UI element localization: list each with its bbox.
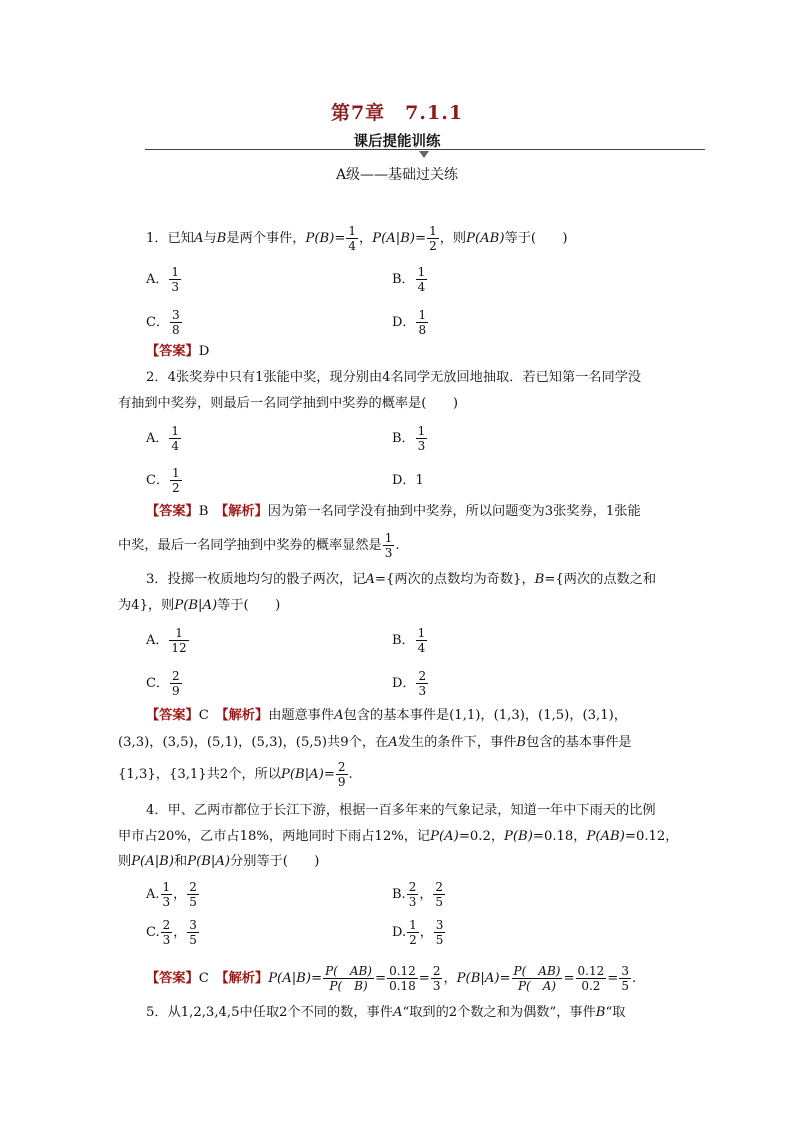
q3-option-c: C． $\frac{2}{9}$ [146,669,180,698]
q3-option-a: A． $\frac{1}{12}$ [146,626,187,655]
q4-option-a: A. $\frac{1}{3}$ ， $\frac{2}{5}$ [146,880,197,909]
q2-option-d: D．1 [392,473,424,488]
q4-answer: 【答案】C 【解析】P(A|B)= $\frac{P( AB)}{P( B)}$ = $\frac{0.12}{0.18}$ = $\frac{2}{3}$ ，P(B|A)= $\frac{P( AB)}{P( A)}$ = $\frac{0.12}{0.2}$ = $\frac{3}{5}$ . [146,964,637,993]
q3-option-b: B． $\frac{1}{4}$ [392,626,426,655]
q1-option-d: D． $\frac{1}{8}$ [392,308,427,337]
question-4-line-1: 4．甲、乙两市都位于长江下游，根据一百多年来的气象记录，知道一年中下雨天的比例 [146,803,656,818]
q4-option-b: B. $\frac{2}{3}$ ， $\frac{2}{5}$ [392,880,443,909]
q1-option-a: A． $\frac{1}{3}$ [146,265,180,294]
question-2-line-1: 2．4张奖券中只有1张能中奖，现分别由4名同学无放回地抽取．若已知第一名同学没 [146,370,642,385]
question-3-line-2: 为4}，则P(B|A)等于( ) [118,598,281,613]
chapter-title: 第7章 7.1.1 [330,102,464,124]
section-subtitle: 课后提能训练 [353,133,441,150]
q3-option-d: D． $\frac{2}{3}$ [392,669,427,698]
q3-analysis-line-3: {1,3}，{3,1}共2个，所以P(B|A)= $\frac{2}{9}$ . [118,760,353,789]
level-heading: A级——基础过关练 [335,167,459,183]
q2-option-a: A． $\frac{1}{4}$ [146,424,180,453]
question-4-line-3: 则P(A|B)和P(B|A)分别等于( ) [118,854,320,869]
header-divider [145,149,705,150]
q2-analysis-line-2: 中奖，最后一名同学抽到中奖券的概率显然是 $\frac{1}{3}$ . [118,531,400,560]
question-1-stem: 1．已知A与B是两个事件，P(B)= $\frac{1}{4}$ ，P(A|B)= $\frac{1}{2}$ ，则P(AB)等于( ) [146,224,568,253]
q1-answer: 【答案】D [146,344,210,359]
question-3-line-1: 3．投掷一枚质地均匀的骰子两次，记A={两次的点数均为奇数}，B={两次的点数之和 [146,572,657,587]
question-5-line-1: 5．从1,2,3,4,5中任取2个不同的数，事件A“取到的2个数之和为偶数”，事件B“取 [146,1005,626,1020]
q2-option-b: B． $\frac{1}{3}$ [392,424,426,453]
q1-option-c: C． $\frac{3}{8}$ [146,308,180,337]
question-2-line-2: 有抽到中奖券，则最后一名同学抽到中奖券的概率是( ) [118,396,458,411]
question-4-line-2: 甲市占20%，乙市占18%，两地同时下雨占12%，记P(A)=0.2，P(B)=0.18，P(AB)=0.12， [118,829,679,844]
fraction: $\frac{1}{4}$ [348,224,357,253]
q2-option-c: C． $\frac{1}{2}$ [146,466,180,495]
q3-answer: 【答案】C 【解析】由题意事件A包含的基本事件是(1,1)，(1,3)，(1,5)，(3,1)， [146,708,627,723]
q1-option-b: B． $\frac{1}{4}$ [392,265,426,294]
divider-triangle-icon [419,151,429,158]
fraction: $\frac{1}{2}$ [429,224,437,253]
q4-option-c: C. $\frac{2}{3}$ ， $\frac{3}{5}$ [146,918,197,947]
q3-analysis-line-2: (3,3)，(3,5)，(5,1)，(5,3)，(5,5)共9个，在A发生的条件下，事件B包含的基本事件是 [118,735,632,750]
q2-answer: 【答案】B 【解析】因为第一名同学没有抽到中奖券，所以问题变为3张奖券，1张能 [146,504,641,519]
q4-option-d: D. $\frac{1}{2}$ ， $\frac{3}{5}$ [392,918,444,947]
